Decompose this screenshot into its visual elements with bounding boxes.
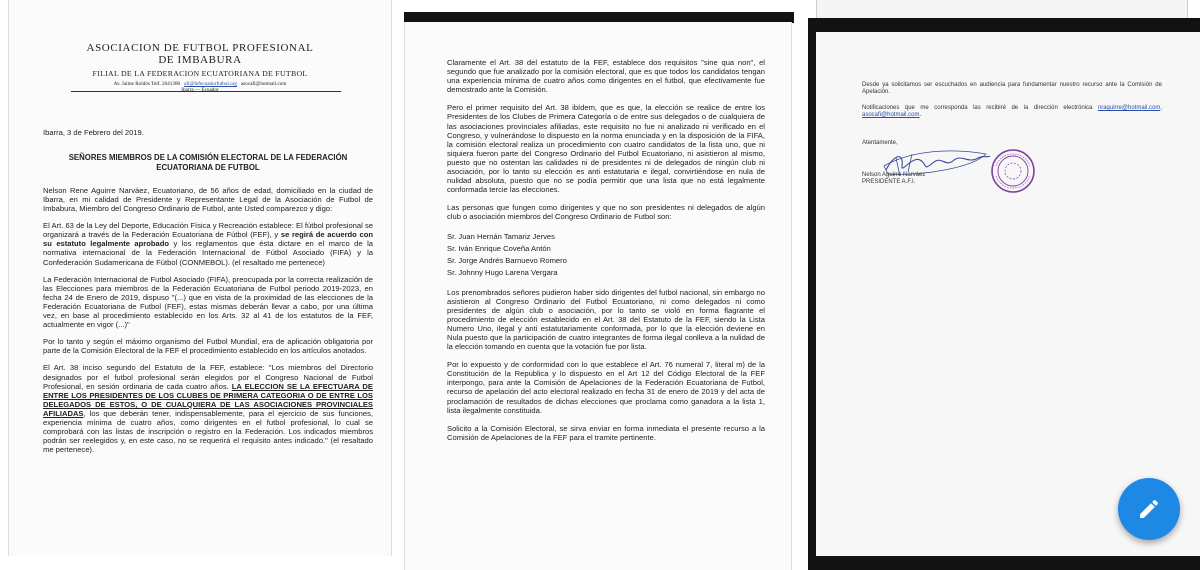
list-item: Sr. Iván Enrique Coveña Antón <box>447 243 551 253</box>
email-link[interactable]: asocafi@hotmail.com <box>862 112 920 118</box>
paragraph: Claramente el Art. 38 del estatuto de la FEF, establece dos requisitos "sine qua non", el segundo que fue analizado por la comisión electoral, que es que todos los candidatos tengan una experiencia mínima de cuatro años como dirigentes en el futbol, que efectivamente fue demostrado ante la Comisión. <box>447 58 765 95</box>
previous-page-fragment <box>816 0 1188 18</box>
paragraph: La Federación Internacional de Futbol Asociado (FIFA), preocupada por la correcta realización de las Elecciones para miembros de la Federación Ecuatoriana de Futbol periodo 2019-2023, en fecha 24 de Enero de 2019, dispuso "(...) que en vista de la proximidad de las elecciones de la Federación Ecuatoriana de Futbol (FEF), estas mismas deberán llevar a cabo, por una última vez, en base al procedimiento establecido en los Arts. 32 al 41 de los estatutos de la FEF, actualmente en vigor (...)" <box>43 274 373 330</box>
page1-body <box>43 128 373 462</box>
page-3-left-edge <box>808 18 816 570</box>
email-link[interactable]: nraguirre@hotmail.com <box>1097 105 1161 111</box>
letterhead-email-link[interactable]: afi@fefecuadorfutbol.org <box>184 81 237 88</box>
signature-block <box>862 140 1062 185</box>
paragraph: Desde ya solicitamos ser escuchados en audiencia para fundamentar nuestro recurso ante la Comisión de Apelación. <box>862 82 1162 95</box>
letter-date: Ibarra, 3 de Febrero del 2019. <box>43 128 144 137</box>
paragraph-text: Notificaciones que me corresponda las recibiré de la dirección electrónica <box>862 105 1098 111</box>
document-page-3 <box>808 32 1200 556</box>
list-item: Sr. Johnny Hugo Larena Vergara <box>447 267 558 277</box>
list-item: Sr. Juan Hernán Tamariz Jerves <box>447 231 555 241</box>
signer-name: Nelson Aguirre Narváez <box>862 172 926 178</box>
paragraph-underlined-text: LA ELECCION SE LA EFECTUARA DE ENTRE LOS PRESIDENTES DE LOS CLUBES DE PRIMERA CATEGORIA O DE ENTRE LOS DELEGADOS DE ESTOS, O DE CUALQUIERA DE LAS ASOCIACIONES PROVINCIALES AFILIADAS <box>43 381 373 418</box>
closing-text: Atentamente, <box>862 140 898 146</box>
paragraph: Por lo expuesto y de conformidad con lo que establece el Art. 76 numeral 7, literal m) de la Constitución de la Republica y lo dispuesto en el Art 12 del Código Electoral de la FEF interpongo, para ante la Comisión de Apelaciones de la Federación Ecuatoriana de Futbol, recurso de apelación del acto electoral realizado en fecha 31 de enero de 2019 y del acta de proclamación de resultados de dichas elecciones que proclama como ganadora a la lista 1, lista ilegalmente constituida. <box>447 360 765 415</box>
paragraph: Los prenombrados señores pudieron haber sido dirigentes del futbol nacional, sin embargo no asistieron al Congreso Ordinario del Futbol Ecuatoriano, ni como delegados ni como presidentes de algún club o asociación, por lo tanto se violó en forma flagrante el procedimiento de elección establecido en el Art. 38 del Estatuto de la FEF, siendo la Lista Numero Uno, ilegal y anti estatutariamente conformada, por lo que la elección deviene en Nula puesto que la participación de cuatro integrantes de forma ilegal conlleva a la nulidad de la elección tomando en cuenta que la votación fue por lista. <box>447 287 765 352</box>
paragraph <box>862 105 1162 119</box>
paragraph-text: El Art. 38 inciso segundo del Estatuto de la FEF, establece: "Los miembros del Directorio designados por el futbol profesional serán elegidos por el Congreso Nacional de Futbol Profesional, en sesión ordinaria de cada cuatro años. <box>43 363 373 391</box>
names-list <box>447 231 765 279</box>
paragraph: Las personas que fungen como dirigentes y que no son presidentes ni delegados de algún club o asociación miembros del Congreso Ordinario de Futbol son: <box>447 203 765 222</box>
page-3-top-edge <box>808 18 1200 32</box>
paragraph-text: El Art. 63 de la Ley del Deporte, Educación Física y Recreación establece: El fútbol profesional se organizará a través de la Federación Ecuatoriana de Fútbol (FEF), y <box>43 221 373 240</box>
page-3-bottom-edge <box>808 556 1200 570</box>
letterhead-org-line2: DE IMBABURA <box>158 54 242 66</box>
letterhead-divider <box>71 91 341 92</box>
paragraph: Pero el primer requisito del Art. 38 ibídem, que es que, la elección se realice de entre los Presidentes de los Clubes de Primera Categoría o de entre sus delegados o de cualquiera de las asociaciones provinciales afiliadas, este requisito no fue ni analizado ni verificado en el Congreso, y vulnerándose lo dispuesto en la norma enunciada y en la disposición de la FIFA, la comisión electoral realiza un procedimiento con cuatro candidatos de la lista uno, que ni siquiera fueron parte del Congreso Ordinario del Futbol Ecuatoriano, ni asistieron al mismo, puesto que no ostentan las calidades ni de presidentes ni de delegados de ningún club ni asociación, por lo tanto su elección es anti estatutaria e ilegal, convirtiéndose en nula de nulidad absoluta, puesto que no se podía permitir que una lista que no está legalmente conformada tercie las elecciones. <box>447 103 765 195</box>
official-stamp <box>990 148 1036 194</box>
page3-body <box>862 82 1162 128</box>
paragraph-bold-text: se regirá de acuerdo con su estatuto legalmente aprobado <box>43 230 373 249</box>
document-page-1 <box>8 0 392 556</box>
document-page-2 <box>404 22 792 570</box>
paragraph: Por lo tanto y según el máximo organismo del Futbol Mundial, era de aplicación obligatoria por parte de la Comisión Electoral de la FEF el procedimiento establecido en los artículos anotados. <box>43 337 373 356</box>
paragraph-text: . <box>919 112 922 118</box>
letterhead-org-line1: ASOCIACION DE FUTBOL PROFESIONAL <box>86 42 314 54</box>
paragraph <box>43 221 373 266</box>
letterhead <box>9 42 391 93</box>
pencil-icon <box>1137 497 1161 521</box>
paragraph: Nelson Rene Aguirre Narváez, Ecuatoriano, de 56 años de edad, domiciliado en la ciudad de Ibarra, en mi calidad de Presidente y Representante Legal de la Asociación de Futbol de Imbabura, Miembro del Congreso Ordinario de Futbol, ante Usted comparezco y digo: <box>43 185 373 214</box>
paragraph <box>43 363 373 454</box>
letterhead-address: Av. Jaime Roldós Telf. 2641380 <box>113 81 181 88</box>
letter-addressee: SEÑORES MIEMBROS DE LA COMISIÓN ELECTORAL DE LA FEDERACIÓN ECUATORIANA DE FUTBOL <box>68 153 348 172</box>
list-item: Sr. Jorge Andrés Barnuevo Romero <box>447 255 567 265</box>
letterhead-email2: asocafi@hotmail.com <box>240 81 287 88</box>
paragraph: Solicito a la Comisión Electoral, se sirva enviar en forma inmediata el presente recurso a la Comisión de Apelaciones de la FEF para el tramite pertinente. <box>447 423 765 442</box>
signer-info <box>862 172 925 186</box>
paragraph-text: , los que deberán tener, indispensablemente, para el ejercicio de sus funciones, experiencia mínima de cuatro años, como dirigentes en el futbol profesional, lo cual se comprobará con las listas de inscripción o registro en la Federación. Los indicados miembros podrán ser reelegidos y, en este caso, no se requerirá el requisito antes indicado." (el resaltado me pertenece). <box>43 408 373 455</box>
paragraph-text: y los reglamentos que ésta dictare en el marco de la normativa internacional de la Federación Internacional de Fútbol Asociado (FIFA) y la Confederación Sudamericana de Fútbol (CONMEBOL). (el resaltado me pertenece) <box>43 239 373 267</box>
signer-title: PRESIDENTE A.F.I. <box>862 179 916 185</box>
letterhead-org-line3: FILIAL DE LA FEDERACION ECUATORIANA DE FUTBOL <box>92 69 308 78</box>
paragraph-text: , <box>1160 105 1162 111</box>
page2-body <box>447 58 765 451</box>
edit-fab-button[interactable] <box>1118 478 1180 540</box>
